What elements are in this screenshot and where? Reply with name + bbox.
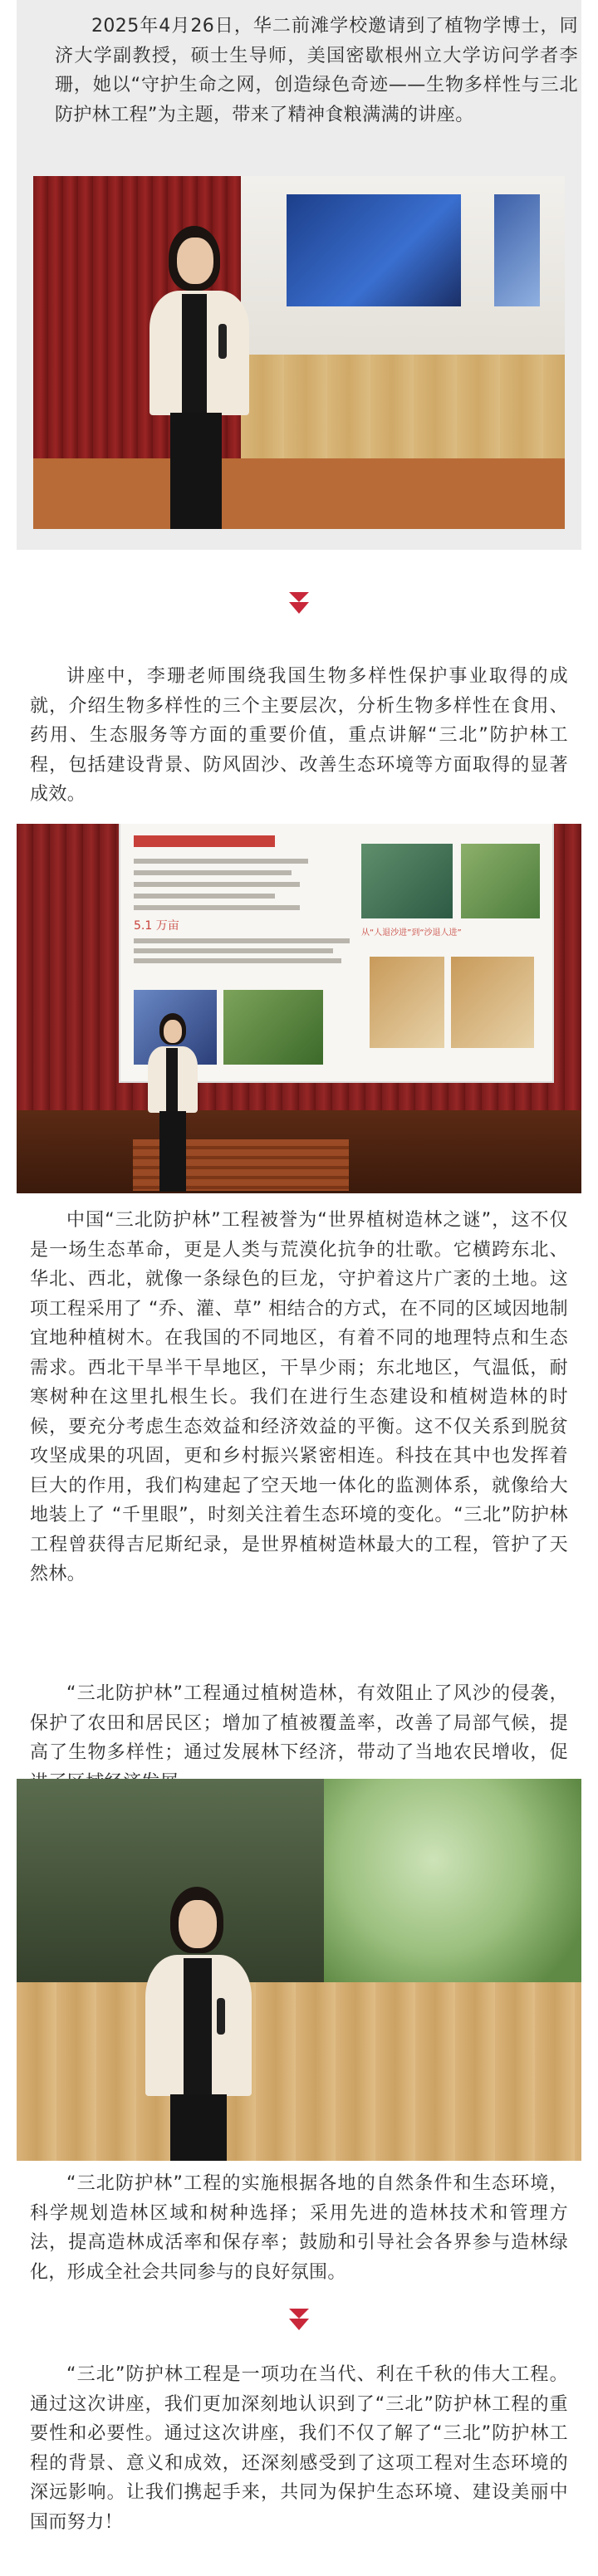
body-paragraph-1: 讲座中，李珊老师围绕我国生物多样性保护事业取得的成就，介绍生物多样性的三个主要层次，分析生物多样性在食用、药用、生态服务等方面的重要价值，重点讲解“三北”防护林工程，包括建设背景、防风固沙、改善生态环境等方面取得的显著成效。: [30, 666, 568, 805]
body-paragraph-3: “三北防护林”工程通过植树造林，有效阻止了风沙的侵袭，保护了农田和居民区；增加了植被覆盖率，改善了局部气候，提高了生物多样性；通过发展林下经济，带动了当地农民增收，促: [30, 1683, 568, 1763]
intro-card: [17, 0, 581, 550]
body-paragraph-5: “三北”防护林工程是一项功在当代、利在千秋的伟大工程。通过这次讲座，我们更加深刻地认识到了“三北”防护林工程的重要性和必要性。通过这次讲座，我们不仅了解了“三北”防护林工程的背景、意义和成效，还深刻感受到了这项工程对生态环境的深远影响。让我们携起手来，共同为保护生态环境、建设美丽中国而努力！: [30, 2364, 568, 2533]
lecture-slide-photo: [17, 824, 581, 1193]
slide-map-image: [361, 844, 453, 918]
speaker-figure: [137, 226, 262, 529]
speaker-figure: [140, 1013, 206, 1192]
slide-subheading: 5.1 万亩: [134, 919, 179, 933]
slide-photo: [287, 194, 461, 306]
down-triangle-icon: [289, 592, 309, 615]
speaker-figure: [137, 1887, 262, 2161]
speaker-photo-2: [17, 1779, 581, 2161]
slide-plant-image: [324, 1779, 581, 1982]
slide-label-right: 从“人退沙进”到“沙退人进”: [361, 928, 462, 938]
speaker-photo-1: [33, 176, 565, 529]
body-paragraph-4: “三北防护林”工程的实施根据各地的自然条件和生态环境，科学规划造林区域和树种选择；采用先进的造林技术和管理方法，提高造林成活率和保存率；鼓励和引导社会各界参与造林绿化，形成全社会共同参与的良好氛围。: [30, 2173, 568, 2283]
intro-paragraph: 2025年4月26日，华二前滩学校邀请到了植物学博士，同济大学副教授，硕士生导师，美国密歇根州立大学访问学者李珊，她以“守护生命之网，创造绿色奇迹——生物多样性与三北防护林工程”为主题，带来了精神食粮满满的讲座。: [55, 16, 578, 125]
body-paragraph-2: 中国“三北防护林”工程被誉为“世界植树造林之谜”，这不仅是一场生态革命，更是人类与荒漠化抗争的壮歌。它横跨东北、华北、西北，就像一条绿色的巨龙，守护着这片广袤的土地。这项工程采用了 “乔、灌、草” 相结合的方式，在不同的区域因地制宜地种植树木。在我国的不同地区，有着不同的地理特点和生态需求。西北干旱半干旱地区，干旱少雨；东北地区，气温低，耐寒树种在这里扎根生长。我们在进行生态建设和植树造林的时候，要充分考虑生态效益和经济效益的平衡。这不仅关系到脱贫攻坚成果的巩固，更和乡村振兴紧密相连。科技在其中也发挥着巨大的作用，我们构建起了空天地一体化的监测体系，就像给大地装上了 “千里眼”，时刻关注着生态环境的变化。“三北”防护林工程曾获得吉尼斯纪录，是世界植树造林最大的工程，管护了天然林。: [30, 1210, 568, 1584]
down-triangle-icon: [289, 2309, 309, 2332]
